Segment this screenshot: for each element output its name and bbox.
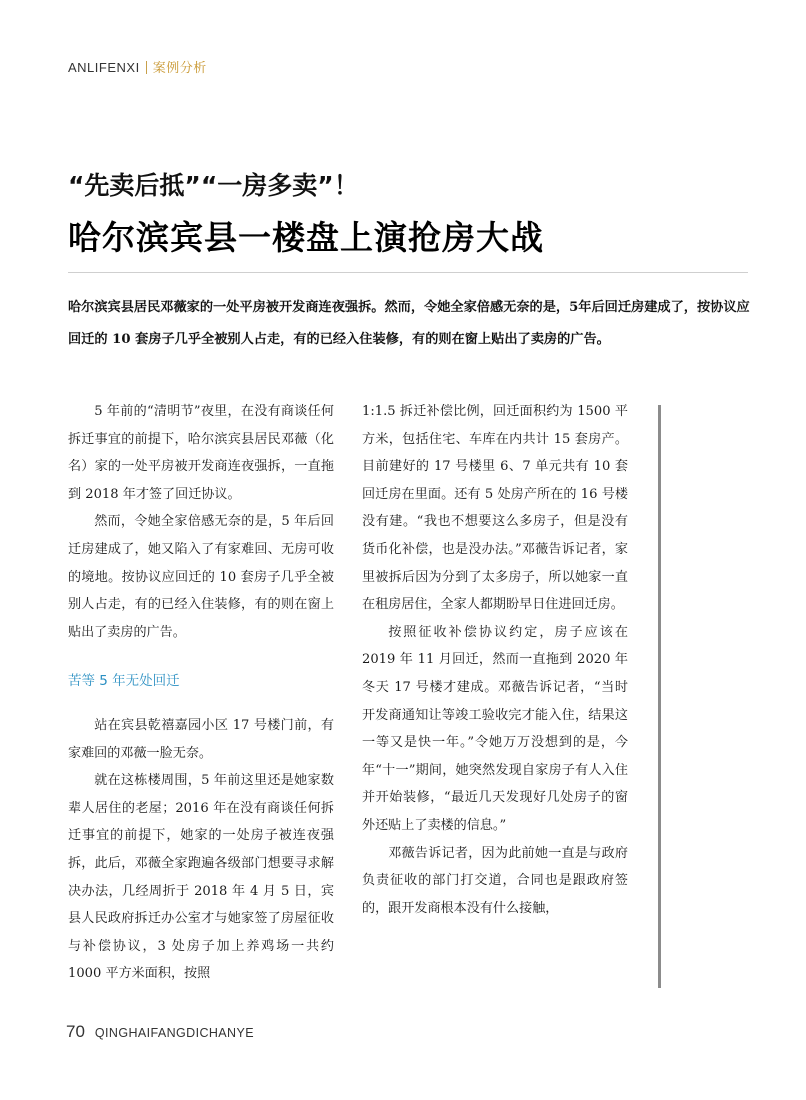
left-column: [68, 398, 334, 988]
article-title: 哈尔滨宾县一楼盘上演抢房大战: [68, 218, 544, 257]
running-header: [68, 57, 207, 76]
article-subtitle: “先卖后抵”“一房多卖”！: [68, 171, 359, 200]
section-name-en: ANLIFENXI: [68, 60, 140, 75]
header-divider: [146, 61, 147, 74]
section-subheading: 苦等 5 年无处回迁: [68, 673, 180, 690]
paragraph: 邓薇告诉记者，因为此前她一直是与政府负责征收的部门打交道，合同也是跟政府签的，跟开发商根本没有什么接触，: [362, 845, 628, 916]
title-divider: [68, 272, 748, 273]
column-side-rule: [658, 405, 661, 988]
paragraph: 就在这栋楼周围，5 年前这里还是她家数辈人居住的老屋；2016 年在没有商谈任何拆迁事宜的前提下，她家的一处房子被连夜强拆，此后，邓薇全家跑遍各级部门想要寻求解决办法，几经周折于 2018 年 4 月 5 日，宾县人民政府拆迁办公室才与她家签了房屋征收与补偿协议，3 处房子加上养鸡场一共约 1000 平方米面积，按照: [68, 773, 334, 982]
paragraph: 5 年前的“清明节”夜里，在没有商谈任何拆迁事宜的前提下，哈尔滨宾县居民邓薇（化名）家的一处平房被开发商连夜强拆，一直拖到 2018 年才签了回迁协议。: [68, 404, 334, 502]
section-name-cn: 案例分析: [152, 61, 207, 76]
paragraph: 然而，令她全家倍感无奈的是，5 年后回迁房建成了，她又陷入了有家难回、无房可收的境地。按协议应回迁的 10 套房子几乎全被别人占走，有的已经入住装修，有的则在窗上贴出了卖房的广告。: [68, 514, 334, 640]
right-column: [362, 398, 628, 922]
magazine-name: QINGHAIFANGDICHANYE: [94, 1026, 254, 1040]
page-footer: [66, 1022, 254, 1042]
paragraph: 按照征收补偿协议约定，房子应该在 2019 年 11 月回迁，然而一直拖到 2020 年冬天 17 号楼才建成。邓薇告诉记者，“当时开发商通知让等竣工验收完才能入住，结果这一等又是快一年。”令她万万没想到的是，今年“十一”期间，她突然发现自家房子有人入住并开始装修，“最近几天发现好几处房子的窗外还贴上了卖楼的信息。”: [362, 624, 628, 833]
paragraph: 站在宾县乾禧嘉园小区 17 号楼门前，有家难回的邓薇一脸无奈。: [68, 717, 334, 761]
page-number: 70: [66, 1022, 85, 1041]
paragraph: 1:1.5 拆迁补偿比例，回迁面积约为 1500 平方米，包括住宅、车库在内共计 15 套房产。目前建好的 17 号楼里 6、7 单元共有 10 套回迁房在里面。还有 5 处房产所在的 16 号楼没有建。“我也不想要这么多房子，但是没有货币化补偿，也是没办法。”邓薇告诉记者，家里被拆后因为分到了太多房子，所以她家一直在租房居住，全家人都期盼早日住进回迁房。: [362, 404, 628, 613]
article-lead: 哈尔滨宾县居民邓薇家的一处平房被开发商连夜强拆。然而，令她全家倍感无奈的是，5年后回迁房建成了，按协议应回迁的 10 套房子几乎全被别人占走，有的已经入住装修，有的则在窗上贴出了卖房的广告。: [68, 300, 750, 347]
